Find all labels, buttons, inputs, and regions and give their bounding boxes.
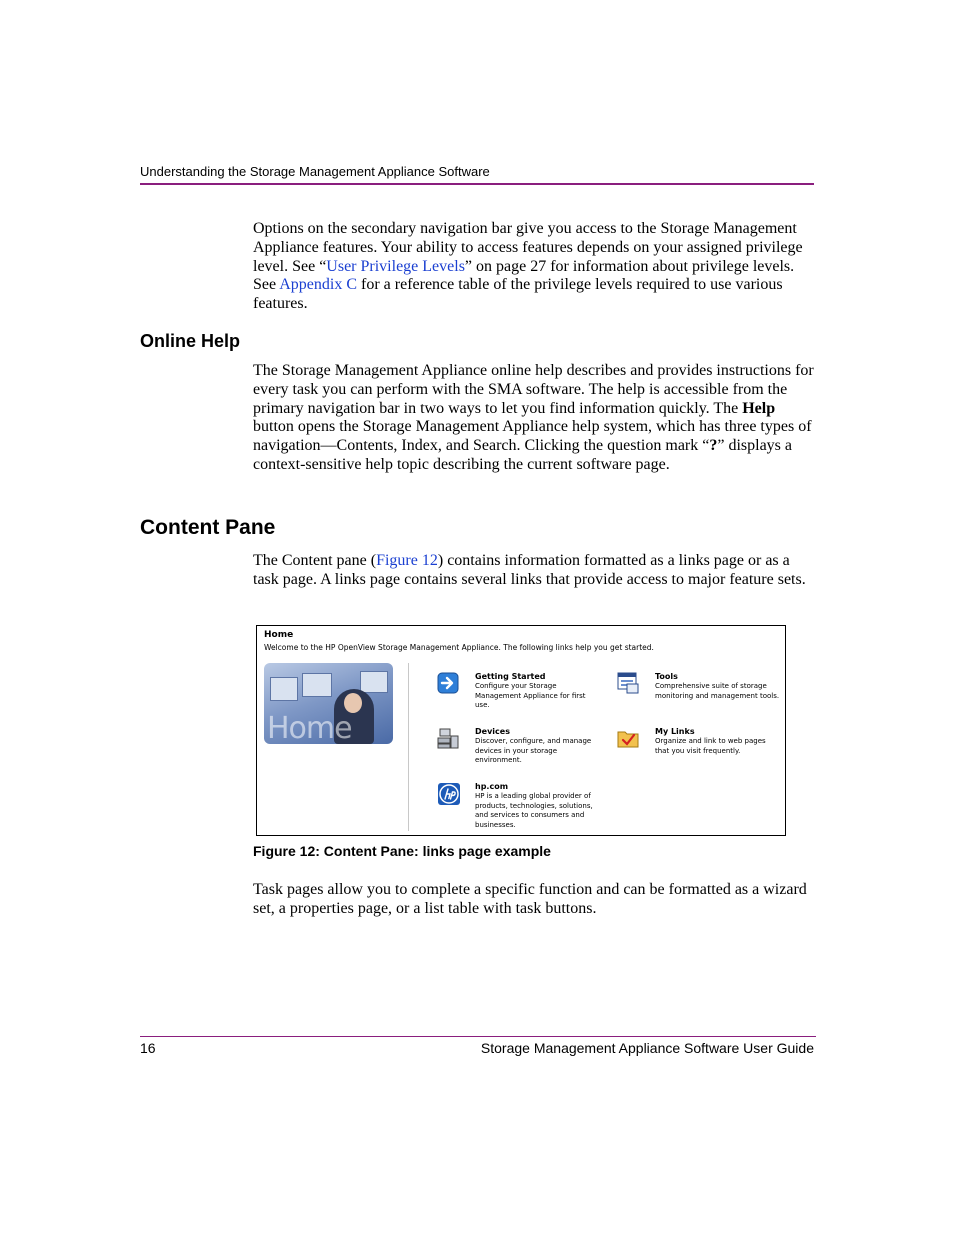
online-help-text-1: The Storage Management Appliance online help describes and provides instructions for every task you can perform with the SMA software. The help is accessible from the primary navigation bar in two ways to let you find information quickly. The [253,362,814,417]
link-item-title: Tools [655,672,678,681]
help-bold: Help [742,399,776,417]
content-pane-text-1: The Content pane ( [253,552,377,569]
content-pane-paragraph [253,552,818,590]
photo-home-text: Home [267,711,352,744]
online-help-paragraph [253,362,818,475]
figure-home-title: Home [264,630,294,640]
footer-guide-title: Storage Management Appliance Software User Guide [480,1040,814,1056]
arrow-right-icon [437,672,459,694]
link-item-title: Getting Started [475,672,546,681]
link-item-title: My Links [655,727,695,736]
photo-monitor [270,677,298,701]
link-item-desc: Discover, configure, and manage devices in your storage environment. [475,736,592,765]
devices-icon [437,727,459,749]
intro-text-1: Options on the secondary navigation bar give you access to the Storage Management Appliance features. Your ability to access features depends on your assigned privilege level. See “ [253,220,803,275]
link-item-desc: HP is a leading global provider of products, technologies, solutions, and services to consumers and businesses. [475,791,593,830]
photo-monitor [302,673,332,697]
intro-text-3: for a reference table of the privilege levels required to use various features. [253,276,783,313]
user-privilege-levels-link[interactable]: User Privilege Levels [326,257,465,275]
intro-paragraph [253,220,818,314]
link-item-title: hp.com [475,782,509,791]
home-photo [264,663,393,744]
online-help-heading: Online Help [140,331,241,351]
link-item-desc: Comprehensive suite of storage monitoring and management tools. [655,681,780,700]
online-help-text-3: ” displays a context-sensitive help topic describing the current software page. [253,437,792,473]
figure-welcome-text: Welcome to the HP OpenView Storage Management Appliance. The following links help you get started. [264,643,654,652]
figure-caption: Figure 12: Content Pane: links page example [253,843,551,859]
figure-divider [408,663,409,831]
link-item-desc: Organize and link to web pages that you visit frequently. [655,736,766,755]
figure-12-link[interactable]: Figure 12 [376,552,438,569]
content-pane-heading: Content Pane [140,516,276,539]
task-pages-paragraph: Task pages allow you to complete a specific function and can be formatted as a wizard set, a properties page, or a list table with task buttons. [253,881,807,917]
footer-rule [140,1036,816,1037]
photo-monitor [360,671,388,693]
hp-logo-icon [437,782,461,806]
appendix-c-link[interactable]: Appendix C [279,276,357,294]
link-item-title: Devices [475,727,510,736]
figure-screenshot [256,625,786,836]
photo-face [344,693,362,713]
intro-text-2: ” on page 27 for information about privilege levels. See [253,257,795,294]
question-mark-bold: ? [709,437,718,455]
content-pane-text-2: ) contains information formatted as a links page or as a task page. A links page contains several links that provide access to major feature sets. [253,552,806,588]
link-item-desc: Configure your Storage Management Appliance for first use. [475,681,586,710]
tools-window-icon [617,672,639,694]
page-number: 16 [140,1040,156,1056]
online-help-text-2: button opens the Storage Management Appliance help system, which has three types of navigation—Contents, Index, and Search. Clicking the question mark “ [253,418,812,455]
running-header: Understanding the Storage Management Appliance Software [140,164,814,185]
folder-check-icon [617,727,639,749]
